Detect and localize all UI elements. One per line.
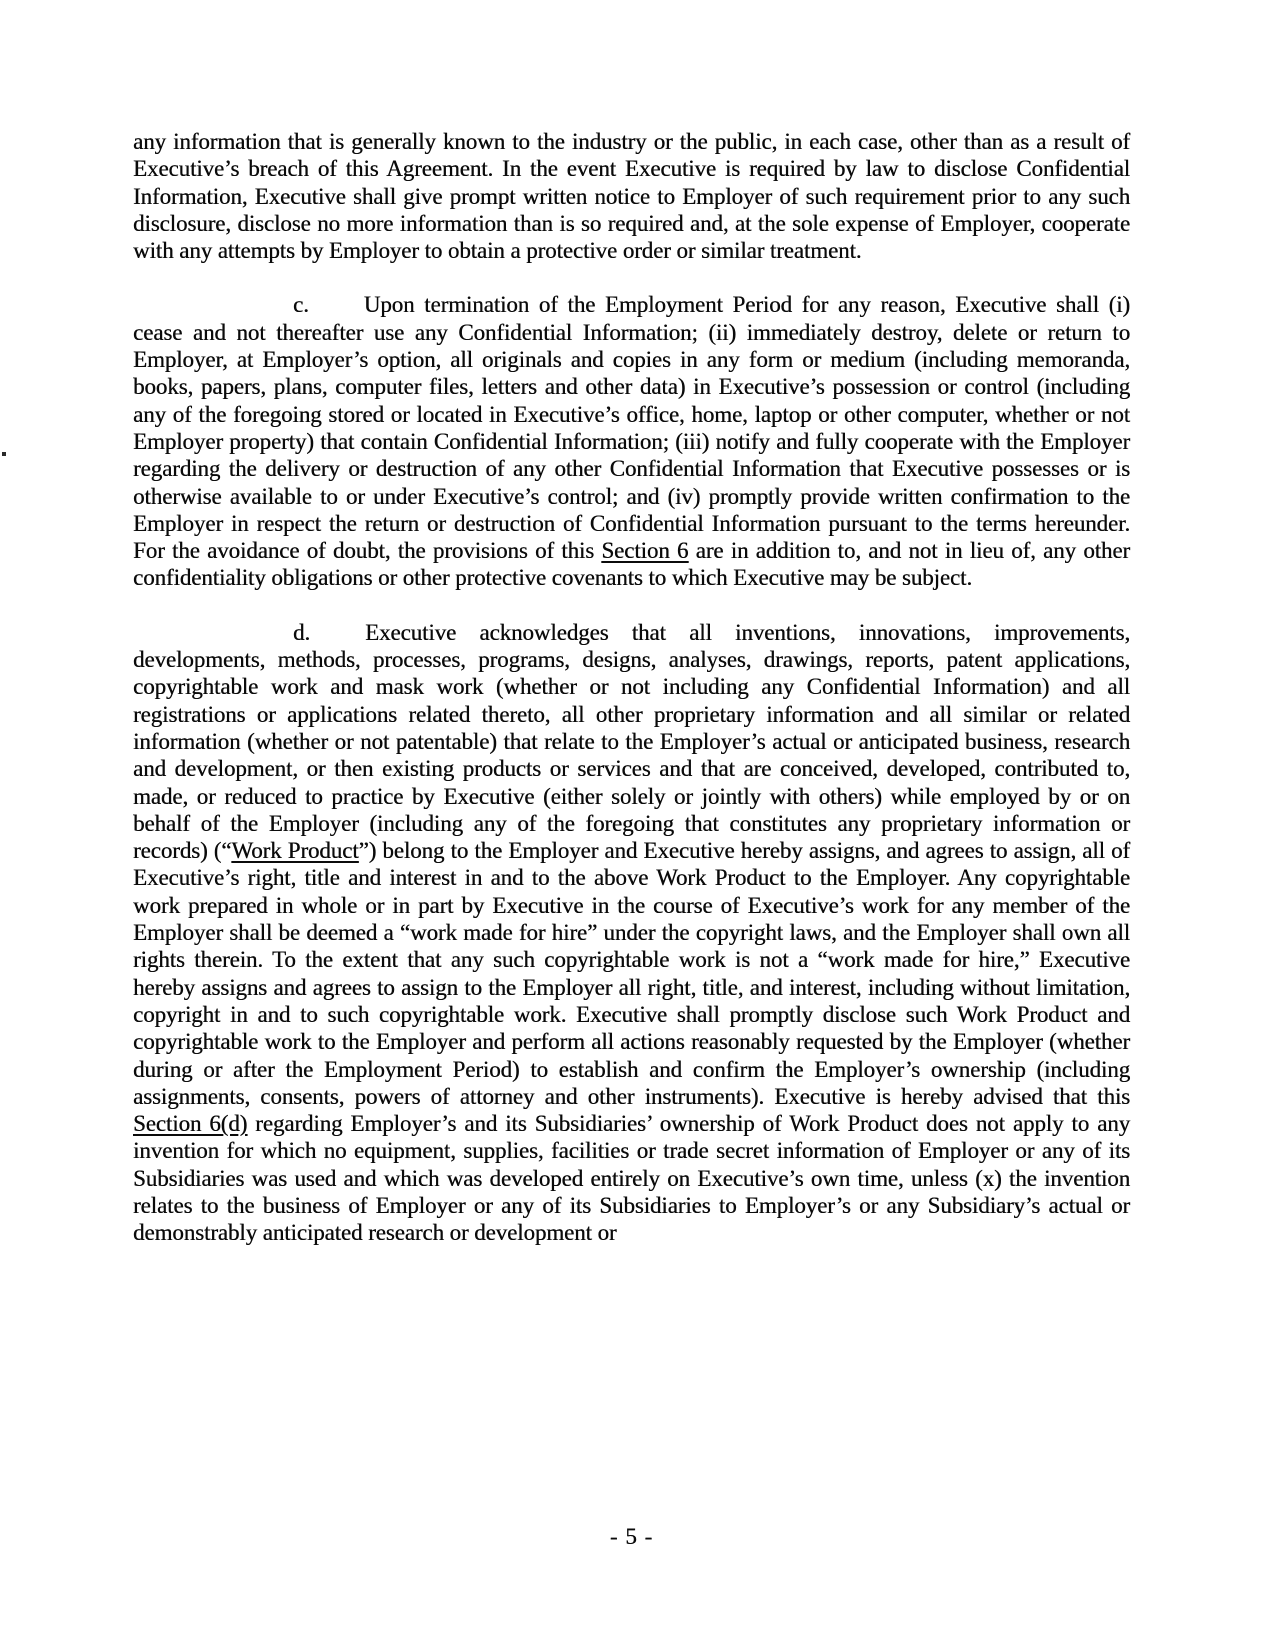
scan-speck-artifact: [2, 452, 6, 456]
paragraph-confidentiality-continuation: [133, 128, 1130, 264]
text-run: regarding Employer’s and its Subsidiaries’ ownership of Work Product does not apply to any invention for which no equipment, supplies, facilities or trade secret information of Employer or any of its Subsidiaries was used and which was developed entirely on Executive’s own time, unless (x) the invention relates to the business of Employer or any of its Subsidiaries to Employer’s or any Subsidiary’s actual or demonstrably anticipated research or development or: [133, 1111, 1131, 1246]
underlined-reference: Section 6(d): [133, 1111, 248, 1137]
text-run: any information that is generally known to the industry or the public, in each case, other than as a result of Executive’s breach of this Agreement. In the event Executive is required by law to disclose Confidential Information, Executive shall give prompt written notice to Employer of such requirement prior to any such disclosure, disclose no more information than is so required and, at the sole expense of Employer, cooperate with any attempts by Employer to obtain a protective order or similar treatment.: [133, 129, 1130, 264]
paragraph-label: c.: [293, 292, 309, 318]
page-number: - 5 -: [609, 1524, 654, 1549]
paragraph-section-c: [133, 291, 1130, 591]
page-body-text: [133, 128, 1130, 1274]
paragraph-section-d: [133, 619, 1130, 1247]
text-run: Upon termination of the Employment Period for any reason, Executive shall (i) cease and not thereafter use any Confidential Information; (ii) immediately destroy, delete or return to Employer, at Employer’s option, all originals and copies in any form or medium (including memoranda, books, papers, plans, computer files, letters and other data) in Executive’s possession or control (including any of the foregoing stored or located in Executive’s office, home, laptop or other computer, whether or not Employer property) that contain Confidential Information; (iii) notify and fully cooperate with the Employer regarding the delivery or destruction of any other Confidential Information that Executive possesses or is otherwise available to or under Executive’s control; and (iv) promptly provide written confirmation to the Employer in respect the return or destruction of Confidential Information pursuant to the terms hereunder. For the avoidance of doubt, the provisions of this: [133, 292, 1130, 564]
text-run: Executive acknowledges that all inventions, innovations, improvements, developments, methods, processes, programs, designs, analyses, drawings, reports, patent applications, copyrightable work and mask work (whether or not including any Confidential Information) and all registrations or applications related thereto, all other proprietary information and all similar or related information (whether or not patentable) that relate to the Employer’s actual or anticipated business, research and development, or then existing products or services and that are conceived, developed, contributed to, made, or reduced to practice by Executive (either solely or jointly with others) while employed by or on behalf of the Employer (including any of the foregoing that constitutes any proprietary information or records) (“: [133, 619, 1130, 864]
underlined-reference: Section 6: [601, 538, 689, 564]
text-run: ”) belong to the Employer and Executive hereby assigns, and agrees to assign, all of Executive’s right, title and interest in and to the above Work Product to the Employer. Any copyrightable work prepared in whole or in part by Executive in the course of Executive’s work for any member of the Employer shall be deemed a “work made for hire” under the copyright laws, and the Employer shall own all rights therein. To the extent that any such copyrightable work is not a “work made for hire,” Executive hereby assigns and agrees to assign to the Employer all right, title, and interest, including without limitation, copyright in and to such copyrightable work. Executive shall promptly disclose such Work Product and copyrightable work to the Employer and perform all actions reasonably requested by the Employer (whether during or after the Employment Period) to establish and confirm the Employer’s ownership (including assignments, consents, powers of attorney and other instruments). Executive is hereby advised that this: [133, 838, 1130, 1109]
underlined-reference: Work Product: [231, 838, 359, 864]
text-run: are in addition to, and not in lieu of, any other confidentiality obligations or other protective covenants to which Executive may be subject.: [133, 538, 1130, 591]
paragraph-label: d.: [293, 619, 311, 645]
